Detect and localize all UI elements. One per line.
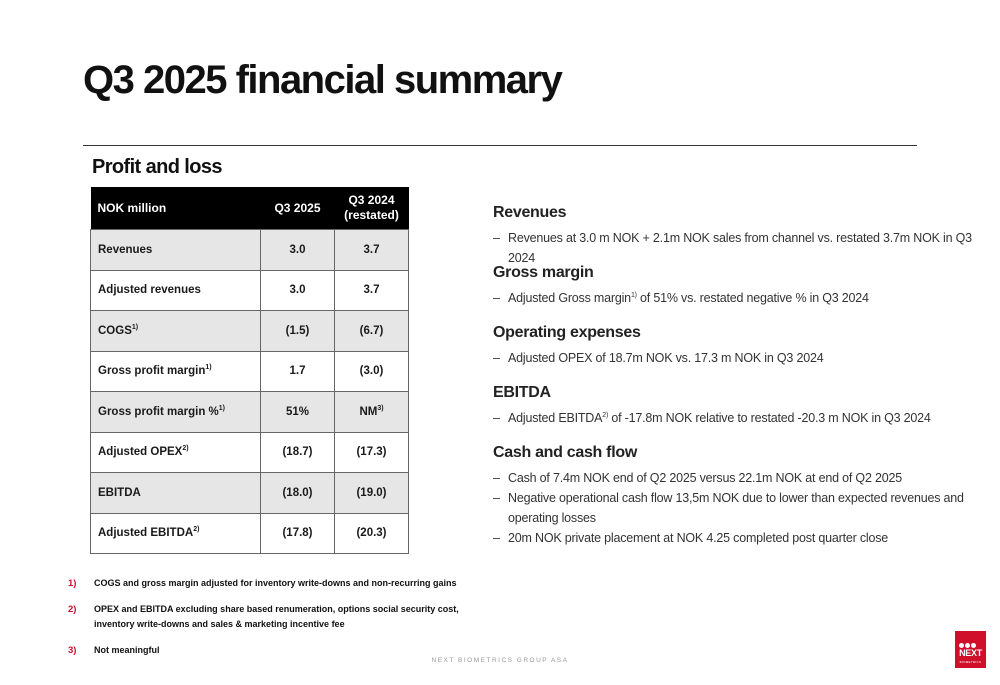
row-q3-2025: 51% — [261, 392, 335, 433]
footnote-2 — [68, 602, 488, 632]
row-label: Gross profit margin$^{1)}$ — [91, 351, 261, 392]
cash-bullet: – 20m NOK private placement at NOK 4.25 completed post quarter close — [493, 528, 973, 548]
revenues-section — [493, 202, 973, 265]
header-q3-2025: Q3 2025 — [261, 187, 335, 230]
logo-word: NEXT — [959, 648, 982, 658]
profit-loss-heading: Profit and loss — [92, 156, 222, 178]
row-label: Gross profit margin %$^{1)}$ — [91, 392, 261, 433]
title-divider — [83, 145, 917, 146]
footnotes — [68, 576, 488, 669]
opex-bullet: – Adjusted OPEX of 18.7m NOK vs. 17.3 m NOK in Q3 2024 — [493, 348, 973, 368]
row-q3-2025: (17.8) — [261, 513, 335, 554]
row-q3-2024: (3.0) — [335, 351, 409, 392]
header-q3-2024-line2: (restated) — [344, 208, 399, 222]
footnote-number: 2) — [68, 604, 77, 615]
revenues-heading: Revenues — [493, 204, 567, 221]
table-row — [91, 513, 409, 554]
header-label: NOK million — [91, 187, 261, 230]
row-q3-2025: 3.0 — [261, 270, 335, 311]
table-header-row — [91, 187, 409, 230]
footnote-1 — [68, 576, 488, 591]
row-label: COGS$^{1)}$ — [91, 311, 261, 352]
table-row — [91, 351, 409, 392]
cash-heading: Cash and cash flow — [493, 444, 637, 461]
row-label: Adjusted EBITDA$^{2)}$ — [91, 513, 261, 554]
summary-commentary — [493, 202, 973, 548]
table-row — [91, 230, 409, 271]
footnote-3 — [68, 643, 488, 658]
slide-title: Q3 2025 financial summary — [83, 58, 562, 102]
ebitda-bullet: – Adjusted EBITDA$^{2)}$ of -17.8m NOK relative to restated -20.3 m NOK in Q3 2024 — [493, 408, 973, 428]
opex-section — [493, 322, 973, 382]
table-row — [91, 311, 409, 352]
row-q3-2024: 3.7 — [335, 270, 409, 311]
cash-bullet: – Negative operational cash flow 13,5m NOK due to lower than expected revenues and operating losses — [493, 488, 973, 528]
next-biometrics-logo — [955, 631, 986, 668]
row-label: Adjusted OPEX$^{2)}$ — [91, 432, 261, 473]
header-q3-2024-line1: Q3 2024 — [348, 193, 395, 207]
ebitda-section — [493, 382, 973, 442]
row-q3-2024: (19.0) — [335, 473, 409, 514]
footer-company-name: NEXT BIOMETRICS GROUP ASA — [431, 657, 569, 664]
row-q3-2024: NM$^{3)}$ — [335, 392, 409, 433]
row-label: EBITDA — [91, 473, 261, 514]
revenues-bullet: – Revenues at 3.0 m NOK + 2.1m NOK sales from channel vs. restated 3.7m NOK in Q3 2024 — [493, 228, 973, 268]
row-q3-2025: 3.0 — [261, 230, 335, 271]
profit-loss-table — [90, 187, 409, 554]
row-label: Adjusted revenues — [91, 270, 261, 311]
row-q3-2024: (20.3) — [335, 513, 409, 554]
gross-margin-bullet: – Adjusted Gross margin$^{1)}$ of 51% vs. restated negative % in Q3 2024 — [493, 288, 973, 308]
row-q3-2024: (6.7) — [335, 311, 409, 352]
row-q3-2025: 1.7 — [261, 351, 335, 392]
row-q3-2024: (17.3) — [335, 432, 409, 473]
footnote-number: 3) — [68, 645, 77, 656]
footnote-text: OPEX and EBITDA excluding share based renumeration, options social security cost, — [94, 604, 459, 614]
row-q3-2024: 3.7 — [335, 230, 409, 271]
opex-heading: Operating expenses — [493, 324, 641, 341]
table-row — [91, 270, 409, 311]
footnote-text: Not meaningful — [94, 645, 160, 655]
cash-bullet: – Cash of 7.4m NOK end of Q2 2025 versus 22.1m NOK at end of Q2 2025 — [493, 468, 973, 488]
footnote-text: COGS and gross margin adjusted for inventory write-downs and non-recurring gains — [94, 578, 457, 588]
row-q3-2025: (18.0) — [261, 473, 335, 514]
logo-subtitle: BIOMETRICS — [959, 660, 982, 664]
table-row — [91, 473, 409, 514]
table-row — [91, 392, 409, 433]
gross-margin-section — [493, 262, 973, 322]
footnote-text-cont: inventory write-downs and sales & marketing incentive fee — [94, 619, 345, 629]
footnote-number: 1) — [68, 578, 77, 589]
ebitda-heading: EBITDA — [493, 384, 551, 401]
header-q3-2024 — [335, 187, 409, 230]
gross-margin-heading: Gross margin — [493, 264, 594, 281]
cash-section — [493, 442, 973, 548]
row-q3-2025: (18.7) — [261, 432, 335, 473]
row-label: Revenues — [91, 230, 261, 271]
table-row — [91, 432, 409, 473]
row-q3-2025: (1.5) — [261, 311, 335, 352]
